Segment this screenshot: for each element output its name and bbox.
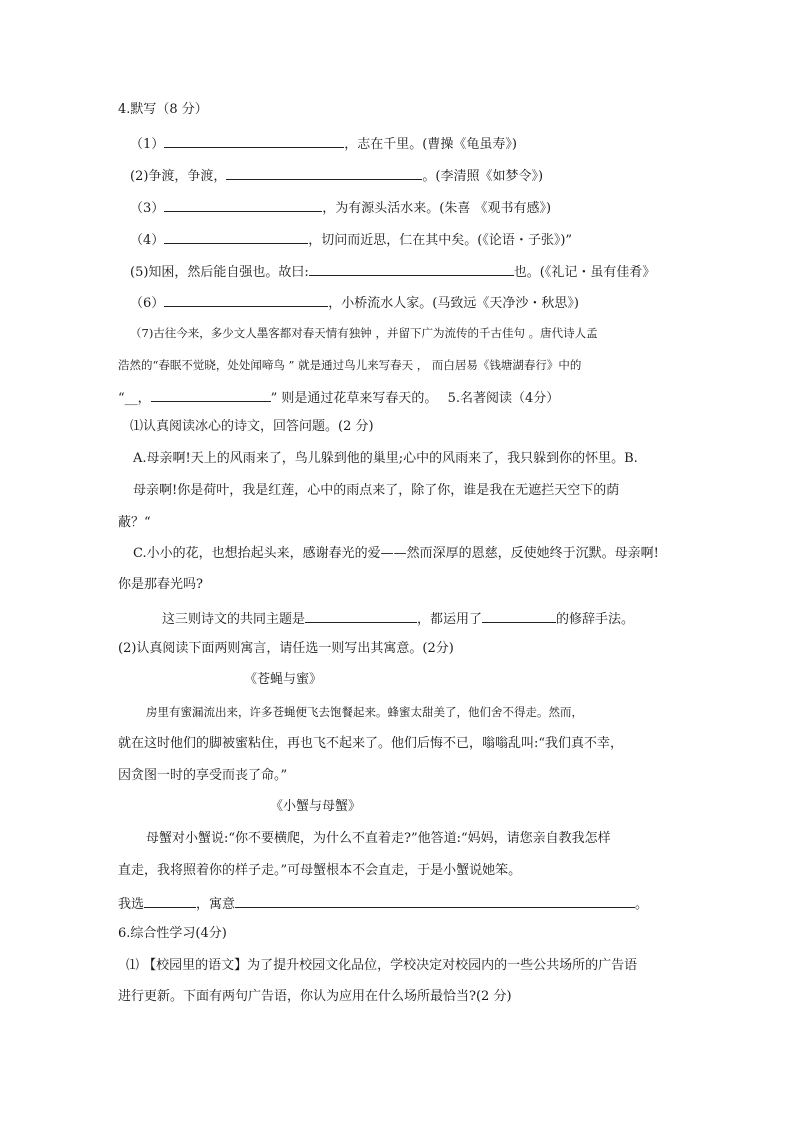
meaning-blank[interactable] <box>235 893 635 908</box>
q4-item-3 <box>130 197 551 218</box>
item-middle: ，寓意 <box>196 897 236 912</box>
item-suffix: ，切问而近思，仁在其中矣。(《论语・子张》)” <box>308 233 573 248</box>
q5-heading: 5.名著阅读（4分） <box>447 391 560 406</box>
fable-1-line-2: 就在这时他们的脚被蜜粘住，再也飞不起来了。他们后悔不已，嗡嗡乱叫:“我们真不幸， <box>118 736 624 751</box>
item-prefix: “__， <box>118 391 151 406</box>
q4-heading: 4.默写（8 分） <box>118 102 208 117</box>
fable-1-line-3: 因贪图一时的享受而丧了命。” <box>118 768 288 783</box>
theme-question <box>162 608 634 629</box>
poem-a-line-3: 蔽？“ <box>118 515 151 530</box>
fable-choice <box>118 893 648 914</box>
poem-a-line-2: 母亲啊!你是荷叶，我是红莲，心中的雨点来了，除了你，谁是我在无遮拦天空下的荫 <box>133 483 620 498</box>
q6-heading: 6.综合性学习(4分) <box>118 926 227 941</box>
q4-item-5 <box>130 261 655 282</box>
item-suffix: 的修辞手法。 <box>556 612 635 627</box>
q4-item-7-line-1: （7)古往今来，多少文人墨客都对春天情有独钟 ，并留下广为流传的千古佳句 。唐代诗人孟 <box>130 326 598 340</box>
answer-blank[interactable] <box>164 197 322 212</box>
poem-a-line-1: A.母亲啊!天上的风雨来了，鸟儿躲到他的巢里;心中的风雨来了，我只躲到你的怀里。B. <box>133 451 638 466</box>
fable-2-title: 《小蟹与母蟹》 <box>270 799 362 814</box>
answer-blank[interactable] <box>164 229 308 244</box>
item-suffix: 。 <box>635 897 649 912</box>
fable-2-line-2: 直走，我将照着你的样子走。”可母蟹根本不会直走，于是小蟹说她笨。 <box>118 863 522 878</box>
q5-sub-question-1: ⑴认真阅读冰心的诗文，回答问题。(2 分) <box>130 419 374 434</box>
item-prefix: （1） <box>130 137 165 152</box>
item-prefix: 我选 <box>118 897 145 912</box>
item-suffix: ，志在千里。(曹操《龟虽寿》) <box>344 137 517 152</box>
poem-c-line-1: C.小小的花，也想抬起头来，感谢春光的爱——然而深厚的恩慈，反使她终于沉默。母亲啊! <box>133 546 659 561</box>
item-suffix: ，为有源头活水来。(朱喜 《观书有感》) <box>322 201 552 216</box>
q4-item-1 <box>130 133 517 154</box>
q4-item-6 <box>130 292 579 313</box>
answer-blank[interactable] <box>309 261 514 276</box>
item-middle: ，都运用了 <box>417 612 483 627</box>
item-suffix: ” 则是通过花草来写春天的。 <box>270 391 438 406</box>
item-prefix: （4） <box>130 233 165 248</box>
choice-blank[interactable] <box>144 893 196 908</box>
q4-item-7-line-2: 浩然的“春眠不觉晓，处处闻啼鸟 ” 就是通过鸟儿来写春天 ， 而白居易《钱塘湖春行》中的 <box>118 358 582 372</box>
item-prefix: (2)争渡，争渡， <box>130 169 227 184</box>
item-suffix: 也。(《礼记・虽有佳肴》 <box>513 265 656 280</box>
q4-item-7-line-3 <box>118 387 559 408</box>
q5-sub-question-2: (2)认真阅读下面两则寓言，请任选一则写出其寓意。(2分) <box>118 641 454 656</box>
q6-line-1: ⑴ 【校园里的语文】为了提升校园文化品位，学校决定对校园内的一些公共场所的广告语 <box>126 958 638 973</box>
item-prefix: （3） <box>130 201 165 216</box>
fable-2-line-1: 母蟹对小蟹说:“你不要横爬，为什么不直着走?”他答道:“妈妈，请您亲自教我怎样 <box>146 831 611 846</box>
answer-blank[interactable] <box>226 165 422 180</box>
item-suffix: ，小桥流水人家。(马致远《天净沙・秋思》) <box>328 296 579 311</box>
q4-item-2 <box>130 165 543 186</box>
answer-blank[interactable] <box>164 292 328 307</box>
rhetoric-blank[interactable] <box>482 608 556 623</box>
poem-c-line-2: 你是那春光吗? <box>118 577 203 592</box>
theme-blank[interactable] <box>305 608 417 623</box>
item-prefix: （6） <box>130 296 165 311</box>
item-suffix: 。(李清照《如梦令》) <box>422 169 544 184</box>
fable-1-title: 《苍蝇与蜜》 <box>244 672 323 687</box>
answer-blank[interactable] <box>151 387 271 402</box>
q6-line-2: 进行更新。下面有两句广告语，你认为应用在什么场所最恰当?(2 分) <box>118 989 512 1004</box>
item-prefix: 这三则诗文的共同主题是 <box>162 612 306 627</box>
answer-blank[interactable] <box>164 133 344 148</box>
q4-item-4 <box>130 229 572 250</box>
fable-1-line-1: 房里有蜜漏流出来，许多苍蝇便飞去饱餐起来。蜂蜜太甜美了，他们舍不得走。然而， <box>146 705 583 719</box>
item-prefix: (5)知困，然后能自强也。故曰: <box>130 265 309 280</box>
